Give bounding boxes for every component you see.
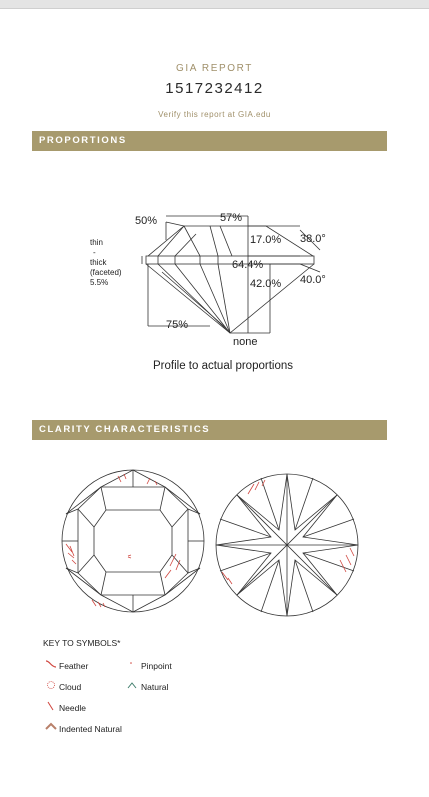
browser-top-bar xyxy=(0,0,429,9)
proportions-section-header: PROPORTIONS xyxy=(32,131,387,151)
pavilion-depth-label: 42.0% xyxy=(250,278,282,290)
pavilion-angle-label: 40.0° xyxy=(300,274,326,286)
key-label-indented-natural: Indented Natural xyxy=(59,724,122,734)
key-label-cloud: Cloud xyxy=(59,682,82,692)
profile-caption: Profile to actual proportions xyxy=(153,360,293,372)
key-item-needle xyxy=(45,701,86,713)
girdle-pct-label: 5.5% xyxy=(90,278,109,287)
key-title: KEY TO SYMBOLS* xyxy=(43,638,121,648)
diamond-profile xyxy=(142,216,320,333)
key-item-pinpoint xyxy=(127,659,172,671)
key-label-feather: Feather xyxy=(59,661,89,671)
crown-plot xyxy=(62,470,204,612)
crown-angle-label: 38.0° xyxy=(300,233,326,245)
lower-half-label: 75% xyxy=(166,319,189,331)
key-label-pinpoint: Pinpoint xyxy=(141,661,172,671)
pavilion-inclusions xyxy=(222,480,354,584)
girdle-thick-label: thick xyxy=(90,258,107,267)
girdle-faceted-label: (faceted) xyxy=(90,268,122,277)
total-depth-label: 64.4% xyxy=(232,259,264,271)
indented-natural-icon xyxy=(45,722,59,734)
natural-icon xyxy=(127,680,141,692)
crown-pct-label: 50% xyxy=(135,215,158,227)
culet-label: none xyxy=(233,336,258,348)
crown-height-label: 17.0% xyxy=(250,234,282,246)
key-label-natural: Natural xyxy=(141,682,169,692)
girdle-thin-label: thin xyxy=(90,238,103,247)
girdle-dash-label: - xyxy=(93,248,96,257)
clarity-section-header: CLARITY CHARACTERISTICS xyxy=(32,420,387,440)
key-item-feather xyxy=(45,659,88,671)
cloud-icon xyxy=(45,680,59,692)
crown-inclusions xyxy=(66,474,180,607)
key-item-indented-natural xyxy=(45,722,122,734)
pinpoint-icon xyxy=(127,659,141,671)
pavilion-plot xyxy=(216,474,358,616)
report-title: GIA REPORT xyxy=(176,63,253,74)
table-label: 57% xyxy=(220,212,243,224)
key-label-needle: Needle xyxy=(59,703,86,713)
key-item-cloud xyxy=(45,680,81,692)
needle-icon xyxy=(45,701,59,713)
feather-icon xyxy=(45,659,59,671)
verify-link[interactable]: Verify this report at GIA.edu xyxy=(158,110,271,119)
report-number: 1517232412 xyxy=(165,80,264,97)
key-item-natural xyxy=(127,680,168,692)
